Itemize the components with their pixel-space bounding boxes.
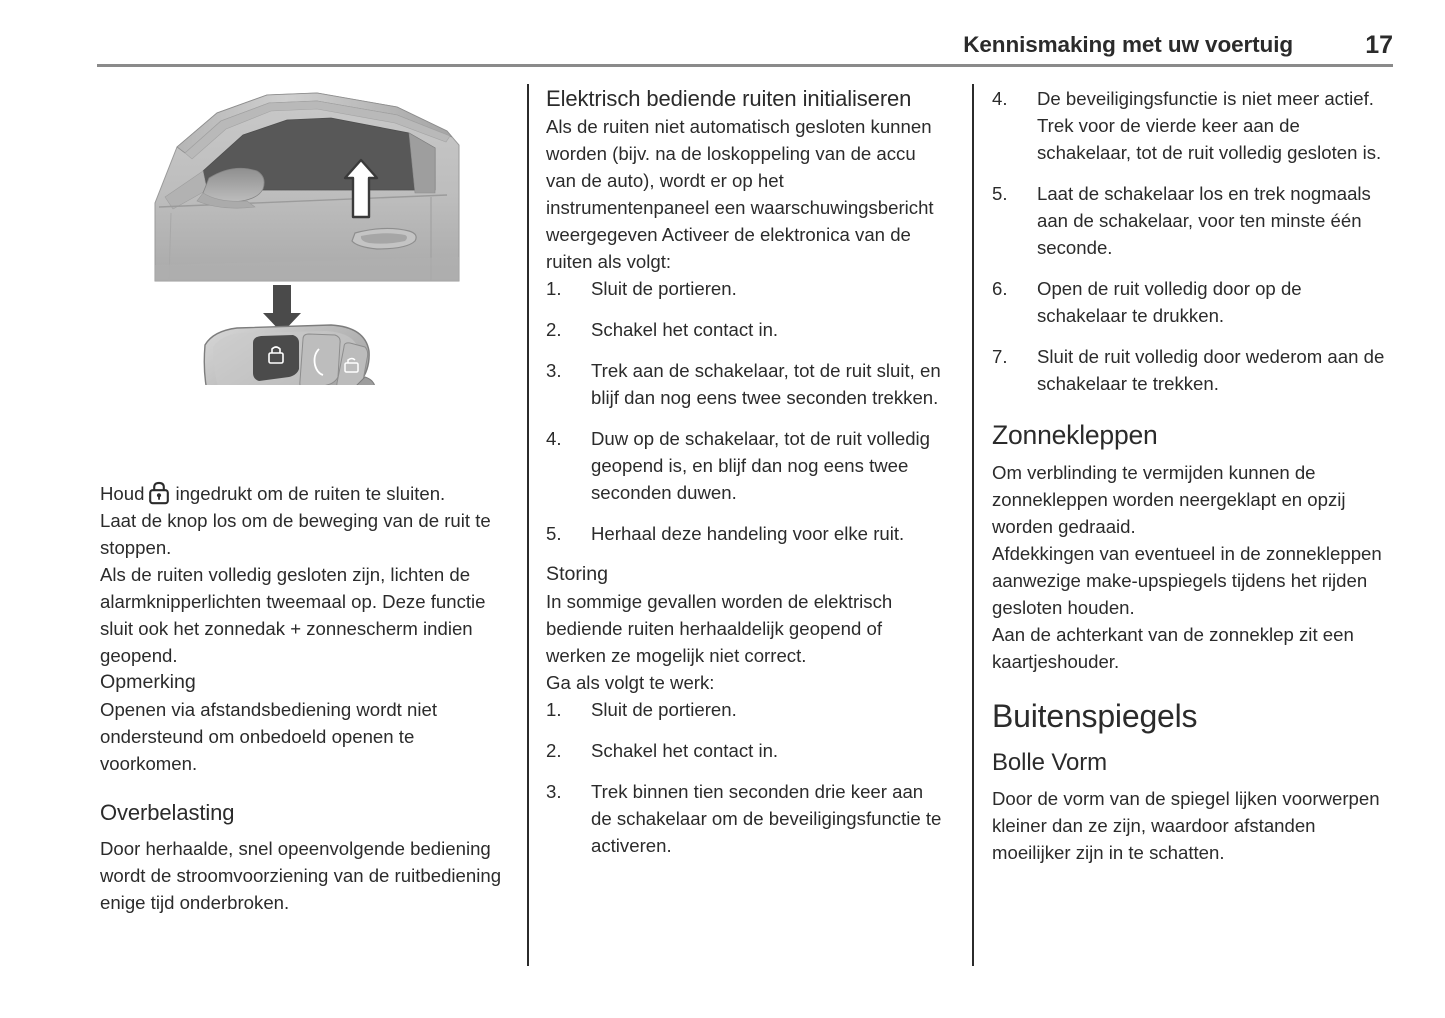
illustration-car-door-keyfob	[147, 85, 467, 385]
page-header	[97, 32, 1393, 58]
step-number: 4.	[992, 88, 1008, 109]
step-number: 5.	[992, 183, 1008, 204]
column-divider-left	[527, 84, 529, 966]
left-intro-before: Houd	[100, 483, 145, 504]
init-text: Als de ruiten niet automatisch gesloten kunnen worden (bijv. na de loskoppeling van de accu van de auto), wordt er op het instrumentenpaneel een waarschuwingsbericht weergegeven Activeer de elektronica van de ruiten als volgt:	[546, 116, 934, 272]
step-number: 6.	[992, 278, 1008, 299]
list-item	[992, 85, 1392, 166]
header-rule	[97, 64, 1393, 67]
step-number: 2.	[546, 740, 562, 761]
step-text: Trek binnen tien seconden drie keer aan de schakelaar om de beveiligingsfunctie te activeren.	[591, 781, 942, 856]
mirrors-heading: Buitenspiegels	[992, 698, 1198, 734]
step-text: Duw op de schakelaar, tot de ruit volledig geopend is, en blijf dan nog eens twee seconden duwen.	[591, 428, 931, 503]
fault-heading: Storing	[546, 563, 609, 585]
sunvisors-text-2: Afdekkingen van eventueel in de zonnekleppen aanwezige make-upspiegels tijdens het rijden gesloten houden.	[992, 543, 1382, 618]
step-number: 5.	[546, 523, 562, 544]
fault-text: In sommige gevallen worden de elektrisch bediende ruiten herhaaldelijk geopend of werken ze mogelijk niet correct.	[546, 591, 893, 666]
left-intro-after: ingedrukt om de ruiten te sluiten.	[175, 483, 446, 504]
list-item	[546, 520, 946, 547]
step-text: Herhaal deze handeling voor elke ruit.	[591, 523, 905, 544]
step-number: 7.	[992, 346, 1008, 367]
fault-text-2: Ga als volgt te werk:	[546, 672, 715, 693]
right-column	[992, 85, 1392, 866]
key-fob-graphic	[204, 285, 375, 385]
step-number: 3.	[546, 360, 562, 381]
overload-text: Door herhaalde, snel opeenvolgende bediening wordt de stroomvoorziening van de ruitbediening enige tijd onderbroken.	[100, 838, 502, 913]
list-item	[992, 180, 1392, 261]
step-number: 1.	[546, 278, 562, 299]
step-text: Sluit de portieren.	[591, 699, 737, 720]
list-item	[546, 275, 946, 302]
step-number: 1.	[546, 699, 562, 720]
init-steps-list	[546, 275, 946, 547]
note-heading: Opmerking	[100, 671, 196, 693]
list-item	[546, 737, 946, 764]
page-number: 17	[1365, 31, 1393, 59]
car-door-graphic	[155, 93, 459, 281]
step-text: Schakel het contact in.	[591, 319, 779, 340]
list-item	[992, 343, 1392, 397]
init-heading: Elektrisch bediende ruiten initialiseren	[546, 86, 912, 111]
middle-column	[546, 85, 946, 859]
left-paragraph-1: Laat de knop los om de beweging van de ruit te stoppen.	[100, 510, 491, 558]
step-number: 4.	[546, 428, 562, 449]
step-number: 2.	[546, 319, 562, 340]
step-text: Schakel het contact in.	[591, 740, 779, 761]
left-paragraph-2: Als de ruiten volledig gesloten zijn, lichten de alarmknipperlichten tweemaal op. Deze functie sluit ook het zonnedak + zonnescherm indien geopend.	[100, 564, 486, 666]
step-text: Trek aan de schakelaar, tot de ruit sluit, en blijf dan nog eens twee seconden trekken.	[591, 360, 941, 408]
mirrors-sub-heading: Bolle Vorm	[992, 749, 1108, 776]
mirrors-text: Door de vorm van de spiegel lijken voorwerpen kleiner dan ze zijn, waardoor afstanden moeilijker zijn in te schatten.	[992, 788, 1380, 863]
padlock-icon	[148, 481, 170, 505]
note-text: Openen via afstandsbediening wordt niet ondersteund om onbedoeld openen te voorkomen.	[100, 699, 437, 774]
sunvisors-heading: Zonnekleppen	[992, 420, 1158, 450]
step-text: Sluit de ruit volledig door wederom aan de schakelaar te trekken.	[1037, 346, 1385, 394]
list-item	[546, 778, 946, 859]
continued-steps-list	[992, 85, 1392, 397]
fob-lock-button	[253, 335, 299, 381]
list-item	[546, 696, 946, 723]
step-text: Laat de schakelaar los en trek nogmaals aan de schakelaar, voor ten minste één seconde.	[1037, 183, 1371, 258]
step-number: 3.	[546, 781, 562, 802]
left-intro-paragraph	[100, 480, 505, 507]
list-item	[546, 425, 946, 506]
list-item	[546, 316, 946, 343]
step-text: Open de ruit volledig door op de schakelaar te drukken.	[1037, 278, 1302, 326]
overload-heading: Overbelasting	[100, 800, 235, 825]
step-text: De beveiligingsfunctie is niet meer actief. Trek voor de vierde keer aan de schakelaar, tot de ruit volledig gesloten is.	[1037, 88, 1382, 163]
fob-unlock-button	[300, 334, 340, 385]
step-text: Sluit de portieren.	[591, 278, 737, 299]
page-title: Kennismaking met uw voertuig	[963, 32, 1293, 57]
fault-steps-list	[546, 696, 946, 859]
sunvisors-text-3: Aan de achterkant van de zonneklep zit een kaartjeshouder.	[992, 624, 1354, 672]
column-divider-right	[972, 84, 974, 966]
list-item	[992, 275, 1392, 329]
sunvisors-text-1: Om verblinding te vermijden kunnen de zonnekleppen worden neergeklapt en opzij worden gedraaid.	[992, 462, 1346, 537]
list-item	[546, 357, 946, 411]
